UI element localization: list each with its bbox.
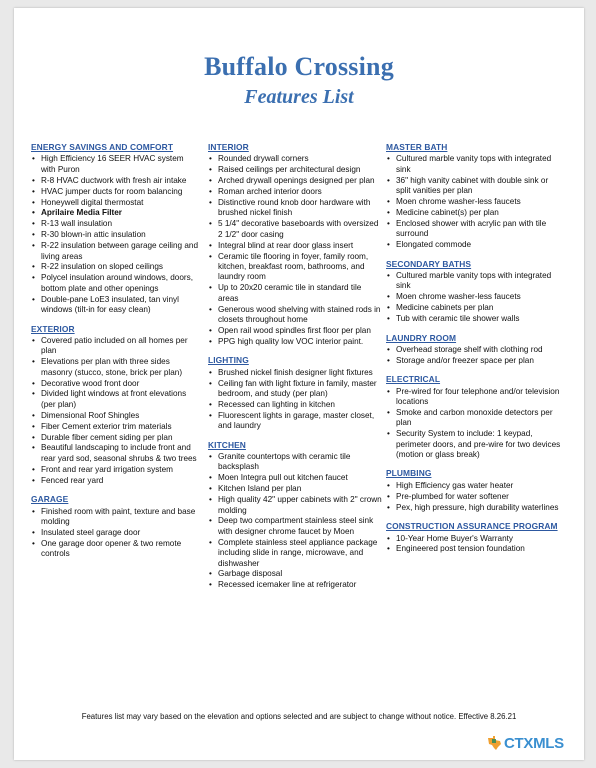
feature-list: [386, 345, 562, 366]
feature-item: • Pre-wired for four telephone and/or television locations: [386, 387, 562, 408]
features-column-1: [31, 142, 199, 568]
feature-item: • Pre-plumbed for water softener: [386, 492, 562, 502]
feature-item: • Finished room with paint, texture and base molding: [31, 507, 199, 528]
feature-list: [386, 481, 562, 513]
section-kitchen: [208, 440, 384, 591]
section-heading: LIGHTING: [208, 355, 249, 366]
feature-item: • 36" high vanity cabinet with double sink or split vanities per plan: [386, 176, 562, 197]
feature-list: [386, 154, 562, 250]
feature-list: [31, 336, 199, 486]
feature-item: • Dimensional Roof Shingles: [31, 411, 199, 421]
feature-item: • Divided light windows at front elevations (per plan): [31, 389, 199, 410]
feature-item: • Brushed nickel finish designer light fixtures: [208, 368, 384, 378]
section-electrical: [386, 374, 562, 460]
feature-item: • Distinctive round knob door hardware with brushed nickel finish: [208, 198, 384, 219]
document-subtitle: Features List: [244, 86, 354, 108]
section-heading: SECONDARY BATHS: [386, 258, 472, 269]
feature-item: • Open rail wood spindles first floor per plan: [208, 326, 384, 336]
feature-list: [208, 452, 384, 591]
feature-item: • Aprilaire Media Filter: [31, 208, 199, 218]
feature-list: [208, 154, 384, 347]
feature-item: • Engineered post tension foundation: [386, 544, 562, 554]
feature-item: • High quality 42" upper cabinets with 2" crown molding: [208, 495, 384, 516]
section-plumbing: [386, 468, 562, 513]
feature-list: [386, 534, 562, 555]
feature-item: • Arched drywall openings designed per plan: [208, 176, 384, 186]
feature-item: • R-22 insulation between garage ceiling and living areas: [31, 241, 199, 262]
feature-item: • One garage door opener & two remote controls: [31, 539, 199, 560]
feature-item: • R-22 insulation on sloped ceilings: [31, 262, 199, 272]
feature-item: • PPG high quality low VOC interior paint.: [208, 337, 384, 347]
feature-item: • Medicine cabinet(s) per plan: [386, 208, 562, 218]
feature-list: [386, 271, 562, 325]
feature-item: • Front and rear yard irrigation system: [31, 465, 199, 475]
feature-item: • Ceramic tile flooring in foyer, family room, kitchen, breakfast room, bathrooms, and laundry room: [208, 252, 384, 283]
section-heading: INTERIOR: [208, 142, 249, 152]
feature-item: • Cultured marble vanity tops with integrated sink: [386, 271, 562, 292]
section-heading: EXTERIOR: [31, 323, 75, 334]
feature-item: • Moen Integra pull out kitchen faucet: [208, 473, 384, 483]
texas-map-icon: [486, 735, 502, 751]
section-heading: ENERGY SAVINGS AND COMFORT: [31, 142, 174, 152]
feature-item: • HVAC jumper ducts for room balancing: [31, 187, 199, 197]
feature-item: • Cultured marble vanity tops with integrated sink: [386, 154, 562, 175]
feature-item: • 5 1/4" decorative baseboards with oversized 2 1/2" door casing: [208, 219, 384, 240]
feature-item: • Double-pane LoE3 insulated, tan vinyl windows (tilt-in for easy clean): [31, 295, 199, 316]
feature-item: • Decorative wood front door: [31, 379, 199, 389]
feature-item: • Rounded drywall corners: [208, 154, 384, 164]
feature-list: [31, 507, 199, 560]
section-energy-savings-and-comfort: [31, 142, 199, 316]
section-secondary-baths: [386, 259, 562, 325]
section-exterior: [31, 324, 199, 487]
feature-item: • Tub with ceramic tile shower walls: [386, 314, 562, 324]
feature-item: • Polycel insulation around windows, doors, bottom plate and other openings: [31, 273, 199, 294]
feature-item: • Garbage disposal: [208, 569, 384, 579]
feature-item: • Covered patio included on all homes per plan: [31, 336, 199, 357]
feature-item: • High Efficiency gas water heater: [386, 481, 562, 491]
feature-item: • Beautiful landscaping to include front and rear yard sod, seasonal shrubs & two trees: [31, 443, 199, 464]
feature-item: • Elongated commode: [386, 240, 562, 250]
feature-item: • Complete stainless steel appliance package including slide in range, microwave, and dishwasher: [208, 538, 384, 569]
ctxmls-watermark: [486, 734, 564, 752]
section-garage: [31, 494, 199, 559]
feature-item: • Fenced rear yard: [31, 476, 199, 486]
feature-item: • Roman arched interior doors: [208, 187, 384, 197]
feature-item: • Insulated steel garage door: [31, 528, 199, 538]
feature-item: • Moen chrome washer-less faucets: [386, 292, 562, 302]
feature-item: • High Efficiency 16 SEER HVAC system with Puron: [31, 154, 199, 175]
section-heading: MASTER BATH: [386, 142, 448, 152]
feature-item: • 10-Year Home Buyer's Warranty: [386, 534, 562, 544]
feature-item: • Smoke and carbon monoxide detectors per plan: [386, 408, 562, 429]
feature-list: [31, 154, 199, 315]
document-title: Buffalo Crossing: [204, 52, 394, 81]
feature-item: • R-8 HVAC ductwork with fresh air intake: [31, 176, 199, 186]
feature-item: • Honeywell digital thermostat: [31, 198, 199, 208]
feature-item: • Granite countertops with ceramic tile backsplash: [208, 452, 384, 473]
feature-item: • Durable fiber cement siding per plan: [31, 433, 199, 443]
feature-item: • Fluorescent lights in garage, master closet, and laundry: [208, 411, 384, 432]
features-column-3: [386, 142, 562, 563]
disclaimer-footer: Features list may vary based on the elevation and options selected and are subject to change without notice. Effective 8.26.21: [81, 712, 517, 721]
section-heading: ELECTRICAL: [386, 374, 441, 385]
feature-item: • R-13 wall insulation: [31, 219, 199, 229]
feature-item: • Recessed can lighting in kitchen: [208, 400, 384, 410]
section-construction-assurance-program: [386, 521, 562, 555]
feature-item: • Ceiling fan with light fixture in family, master bedroom, and study (per plan): [208, 379, 384, 400]
section-interior: [208, 142, 384, 347]
document-page: [14, 8, 584, 760]
feature-list: [208, 368, 384, 432]
section-lighting: [208, 355, 384, 431]
section-master-bath: [386, 142, 562, 251]
features-column-2: [208, 142, 384, 599]
feature-item: • Medicine cabinets per plan: [386, 303, 562, 313]
feature-item: • Recessed icemaker line at refrigerator: [208, 580, 384, 590]
section-heading: CONSTRUCTION ASSURANCE PROGRAM: [386, 521, 558, 532]
section-heading: LAUNDRY ROOM: [386, 332, 457, 343]
feature-item: • Enclosed shower with acrylic pan with tile surround: [386, 219, 562, 240]
feature-item: • Pex, high pressure, high durability waterlines: [386, 503, 562, 513]
feature-item: • Security System to include: 1 keypad, perimeter doors, and pre-wire for two devices (motion or glass break): [386, 429, 562, 460]
feature-item: • Integral blind at rear door glass insert: [208, 241, 384, 251]
feature-item: • Raised ceilings per architectural design: [208, 165, 384, 175]
feature-item: • Generous wood shelving with stained rods in closets throughout home: [208, 305, 384, 326]
feature-item: • Fiber Cement exterior trim materials: [31, 422, 199, 432]
feature-item: • Elevations per plan with three sides masonry (stucco, stone, brick per plan): [31, 357, 199, 378]
feature-item: • Overhead storage shelf with clothing rod: [386, 345, 562, 355]
section-heading: GARAGE: [31, 494, 69, 505]
watermark-text: CTXMLS: [504, 734, 564, 752]
feature-item: • R-30 blown-in attic insulation: [31, 230, 199, 240]
section-heading: KITCHEN: [208, 439, 246, 450]
section-laundry-room: [386, 333, 562, 367]
feature-item: • Moen chrome washer-less faucets: [386, 197, 562, 207]
feature-item: • Storage and/or freezer space per plan: [386, 356, 562, 366]
feature-item: • Deep two compartment stainless steel sink with designer chrome faucet by Moen: [208, 516, 384, 537]
feature-item: • Kitchen Island per plan: [208, 484, 384, 494]
section-heading: PLUMBING: [386, 468, 432, 479]
feature-item: • Up to 20x20 ceramic tile in standard tile areas: [208, 283, 384, 304]
feature-list: [386, 387, 562, 461]
